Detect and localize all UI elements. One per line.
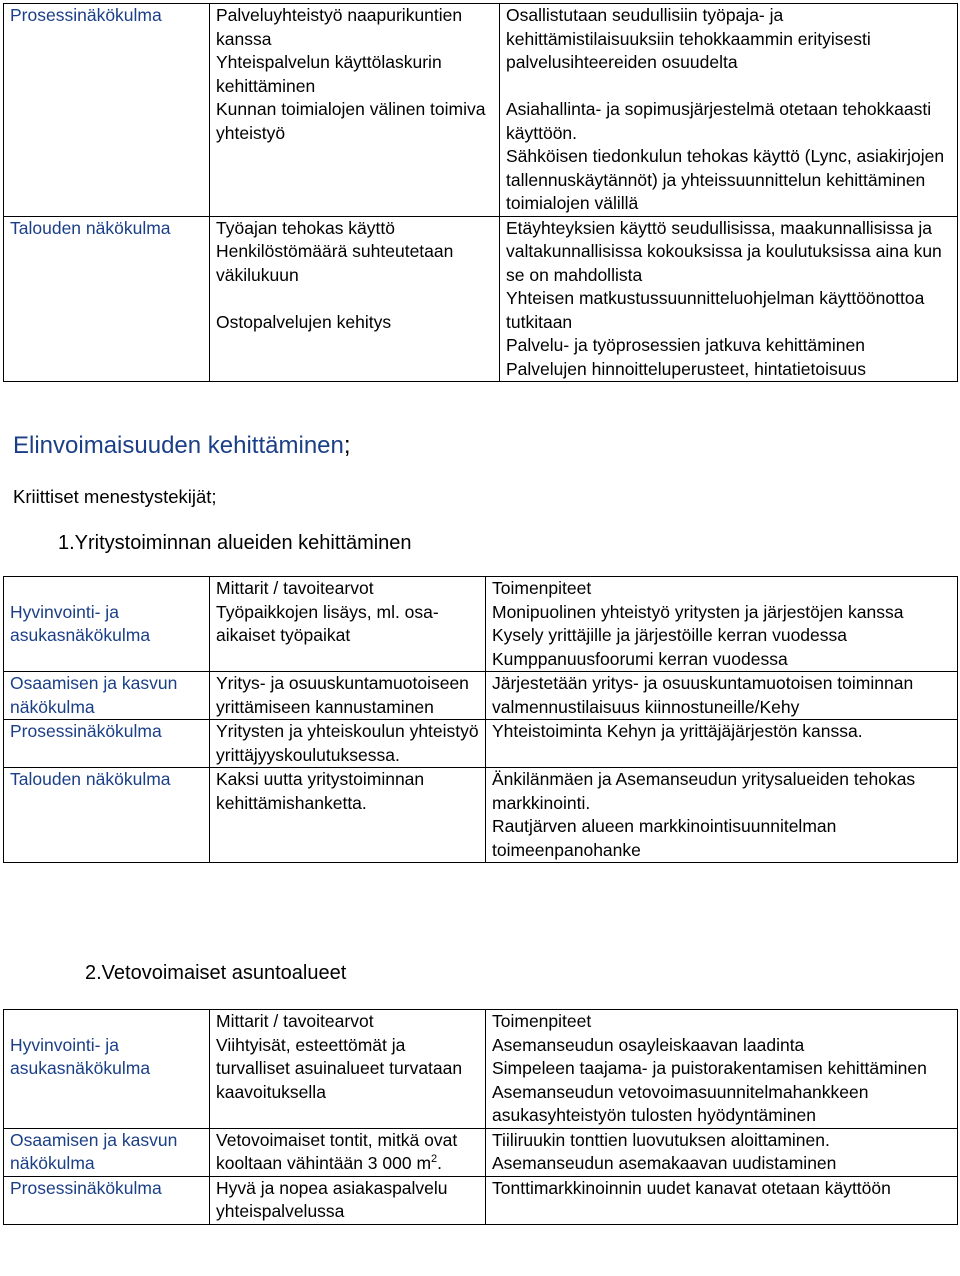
action-item: Simpeleen taajama- ja puistorakentamisen kehittäminen [492, 1058, 927, 1078]
perspective-label: Osaamisen ja kasvun näkökulma [10, 673, 178, 717]
perspective-cell [4, 577, 210, 672]
actions-cell [486, 768, 958, 863]
measure-item [216, 1129, 479, 1176]
action-item: Tiiliruukin tonttien luovutuksen aloittaminen. Asemanseudun asemakaavan uudistaminen [492, 1129, 837, 1173]
perspective-label: Talouden näkökulma [10, 217, 171, 238]
perspective-cell [4, 672, 210, 720]
perspective-cell [4, 768, 210, 863]
column-header: Toimenpiteet [492, 1011, 592, 1031]
action-item: Änkilänmäen ja Asemanseudun yritysalueiden tehokas markkinointi. [492, 769, 916, 813]
actions-cell [486, 720, 958, 768]
perspective-label: Prosessinäkökulma [10, 721, 162, 741]
actions-cell [486, 1128, 958, 1176]
action-item: Kysely yrittäjille ja järjestöille kerran vuodessa [492, 625, 848, 645]
action-item: Järjestetään yritys- ja osuuskuntamuotoisen toiminnan valmennustilaisuus kiinnostuneille/Kehy [492, 673, 914, 717]
factor-table [3, 576, 958, 863]
table-row [4, 216, 958, 382]
table-row [4, 1010, 958, 1129]
measure-item: Hyvä ja nopea asiakaspalvelu yhteispalvelussa [216, 1177, 448, 1221]
measure-item: Työpaikkojen lisäys, ml. osa-aikaiset työpaikat [216, 601, 439, 645]
measures-cell [210, 1010, 486, 1129]
actions-cell [486, 672, 958, 720]
actions-cell [500, 4, 958, 217]
action-item: Etäyhteyksien käyttö seudullisissa, maakunnallisissa ja valtakunnallisissa kokouksissa ja koulutuksissa aina kun se on mahdollista [506, 217, 942, 285]
perspective-label: Prosessinäkökulma [10, 1177, 162, 1198]
section-title-suffix: ; [343, 432, 351, 459]
action-item: Rautjärven alueen markkinointisuunnitelman toimeenpanohanke [492, 816, 837, 860]
measures-cell [210, 1128, 486, 1176]
section-subtitle: Kriittiset menestystekijät; [13, 486, 217, 507]
perspective-cell [4, 1176, 210, 1224]
perspective-label: Prosessinäkökulma [10, 5, 162, 25]
table-row [4, 672, 958, 720]
action-item: Palvelujen hinnoitteluperusteet, hintatietoisuus [506, 358, 866, 379]
perspective-label: Talouden näkökulma [10, 769, 171, 789]
perspective-cell [4, 1128, 210, 1176]
column-header: Mittarit / tavoitearvot [216, 1011, 374, 1031]
section-title-text: Elinvoimaisuuden kehittäminen [13, 432, 344, 459]
measures-cell [210, 577, 486, 672]
measure-item: Työajan tehokas käyttö [216, 217, 395, 238]
measure-text-end: . [437, 1153, 443, 1173]
measures-cell [210, 672, 486, 720]
perspective-cell [4, 216, 210, 382]
table-row [4, 1176, 958, 1224]
measures-cell [210, 768, 486, 863]
measure-item: Yritysten ja yhteiskoulun yhteistyö yrittäjyyskoulutuksessa. [216, 721, 479, 765]
table-row [4, 1128, 958, 1176]
factor-table [3, 1009, 958, 1225]
perspective-label: Hyvinvointi- ja asukasnäkökulma [10, 1034, 151, 1078]
perspective-cell [4, 4, 210, 217]
action-item: Tonttimarkkinoinnin uudet kanavat otetaan käyttöön [492, 1177, 891, 1198]
measure-item: Henkilöstömäärä suhteutetaan väkilukuun [216, 241, 454, 285]
action-item: Yhteisen matkustussuunnitteluohjelman käyttöönottoa tutkitaan [506, 288, 925, 332]
section-title [13, 432, 351, 460]
action-item: Sähköisen tiedonkulun tehokas käyttö (Lync, asiakirjojen tallennuskäytännöt) ja yhteissuunnittelun kehittäminen toimialojen välillä [506, 146, 945, 213]
actions-cell [486, 1176, 958, 1224]
column-header: Mittarit / tavoitearvot [216, 578, 374, 598]
measure-item: Ostopalvelujen kehitys [216, 311, 392, 332]
action-item: Kumppanuusfoorumi kerran vuodessa [492, 648, 788, 669]
measure-item: Palveluyhteistyö naapurikuntien kanssa [216, 5, 463, 49]
factor-heading: 2.Vetovoimaiset asuntoalueet [85, 962, 347, 984]
measures-cell [210, 720, 486, 768]
column-header: Toimenpiteet [492, 578, 592, 598]
actions-cell [486, 1010, 958, 1129]
table-row [4, 768, 958, 863]
measure-item: Yhteispalvelun käyttölaskurin kehittäminen [216, 52, 442, 96]
table-row [4, 577, 958, 672]
strategy-table-continued [3, 3, 958, 382]
action-item: Asemanseudun vetovoimasuunnitelmahankkeen asukasyhteistyön tulosten hyödyntäminen [492, 1081, 869, 1125]
perspective-cell [4, 1010, 210, 1129]
measure-item: Kunnan toimialojen välinen toimiva yhteistyö [216, 99, 486, 143]
action-item: Asemanseudun osayleiskaavan laadinta [492, 1034, 805, 1055]
measure-item: Yritys- ja osuuskuntamuotoiseen yrittämiseen kannustaminen [216, 673, 469, 717]
action-item: Monipuolinen yhteistyö yritysten ja järjestöjen kanssa [492, 601, 904, 622]
measure-text: Vetovoimaiset tontit, mitkä ovat kooltaan vähintään 3 000 m [216, 1129, 458, 1173]
measure-item: Viihtyisät, esteettömät ja turvalliset asuinalueet turvataan kaavoituksella [216, 1034, 463, 1102]
perspective-cell [4, 720, 210, 768]
superscript: 2 [431, 1153, 438, 1166]
action-item: Palvelu- ja työprosessien jatkuva kehittäminen [506, 335, 865, 355]
perspective-label: Hyvinvointi- ja asukasnäkökulma [10, 601, 151, 645]
actions-cell [500, 216, 958, 382]
measure-item: Kaksi uutta yritystoiminnan kehittämishanketta. [216, 769, 425, 813]
action-item: Osallistutaan seudullisiin työpaja- ja kehittämistilaisuuksiin tehokkaammin erityisesti palvelusihteereiden osuudelta [506, 5, 871, 72]
perspective-label: Osaamisen ja kasvun näkökulma [10, 1129, 178, 1173]
table-row [4, 4, 958, 217]
measures-cell [210, 216, 500, 382]
measures-cell [210, 1176, 486, 1224]
action-item: Yhteistoiminta Kehyn ja yrittäjäjärjestön kanssa. [492, 721, 863, 741]
actions-cell [486, 577, 958, 672]
measures-cell [210, 4, 500, 217]
factor-heading: 1.Yritystoiminnan alueiden kehittäminen [58, 532, 412, 554]
table-row [4, 720, 958, 768]
action-item: Asiahallinta- ja sopimusjärjestelmä otetaan tehokkaasti käyttöön. [506, 99, 932, 143]
